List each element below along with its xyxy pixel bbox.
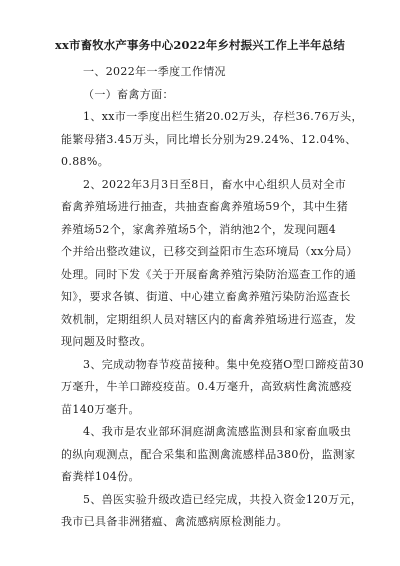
body-line: 畜粪样104份。	[61, 470, 140, 483]
body-line: 现问题及时整改。	[61, 335, 152, 348]
document-body	[61, 61, 365, 534]
body-line: 2、2022年3月3日至8日，畜水中心组织人员对全市	[83, 177, 347, 191]
body-line: 一、2022年一季度工作情况	[83, 65, 226, 78]
body-line: 能繁母猪3.45万头，同比增长分别为29.24%、12.04%、	[61, 132, 357, 146]
body-line: 3、完成动物春节疫苗接种。集中免疫猪O型口蹄疫苗30	[83, 357, 365, 371]
body-line: 我市已具备非洲猪瘟、禽流感病原检测能力。	[61, 515, 288, 528]
body-line: 4、我市是农业部环洞庭湖禽流感监测县和家畜血吸虫	[83, 425, 352, 438]
body-line: 0.88%。	[61, 155, 110, 168]
body-line: 知》，要求各镇、街道、中心建立畜禽养殖污染防治巡查长	[61, 290, 351, 303]
body-line: 养殖场52个，家禽养殖场5个，消纳池2个，发现问题4	[61, 222, 337, 236]
document-title: xx市畜牧水产事务中心2022年乡村振兴工作上半年总结	[55, 38, 345, 52]
body-line: 处理。同时下发《关于开展畜禽养殖污染防治巡查工作的通	[61, 267, 357, 281]
body-line: 个并给出整改建议，已移交到益阳市生态环境局（xx分局）	[61, 245, 358, 258]
body-line: 畜禽养殖场进行抽查，共抽查畜禽养殖场59个，其中生猪	[61, 200, 349, 213]
body-line: 1、xx市一季度出栏生猪20.02万头，存栏36.76万头，	[83, 110, 363, 123]
body-line: 效机制，定期组织人员对辖区内的畜禽养殖场进行巡查，发	[61, 312, 357, 326]
body-line: 的纵向观测点，配合采集和监测禽流感样品380份，监测家	[61, 447, 356, 461]
body-line: 5、兽医实验升级改造已经完成，共投入资金120万元，	[83, 492, 363, 506]
body-line: 苗140万毫升。	[61, 402, 140, 416]
body-line: 万毫升，牛羊口蹄疫疫苗。0.4万毫升，高致病性禽流感疫	[61, 380, 352, 393]
body-line: （一）畜禽方面：	[83, 87, 174, 101]
